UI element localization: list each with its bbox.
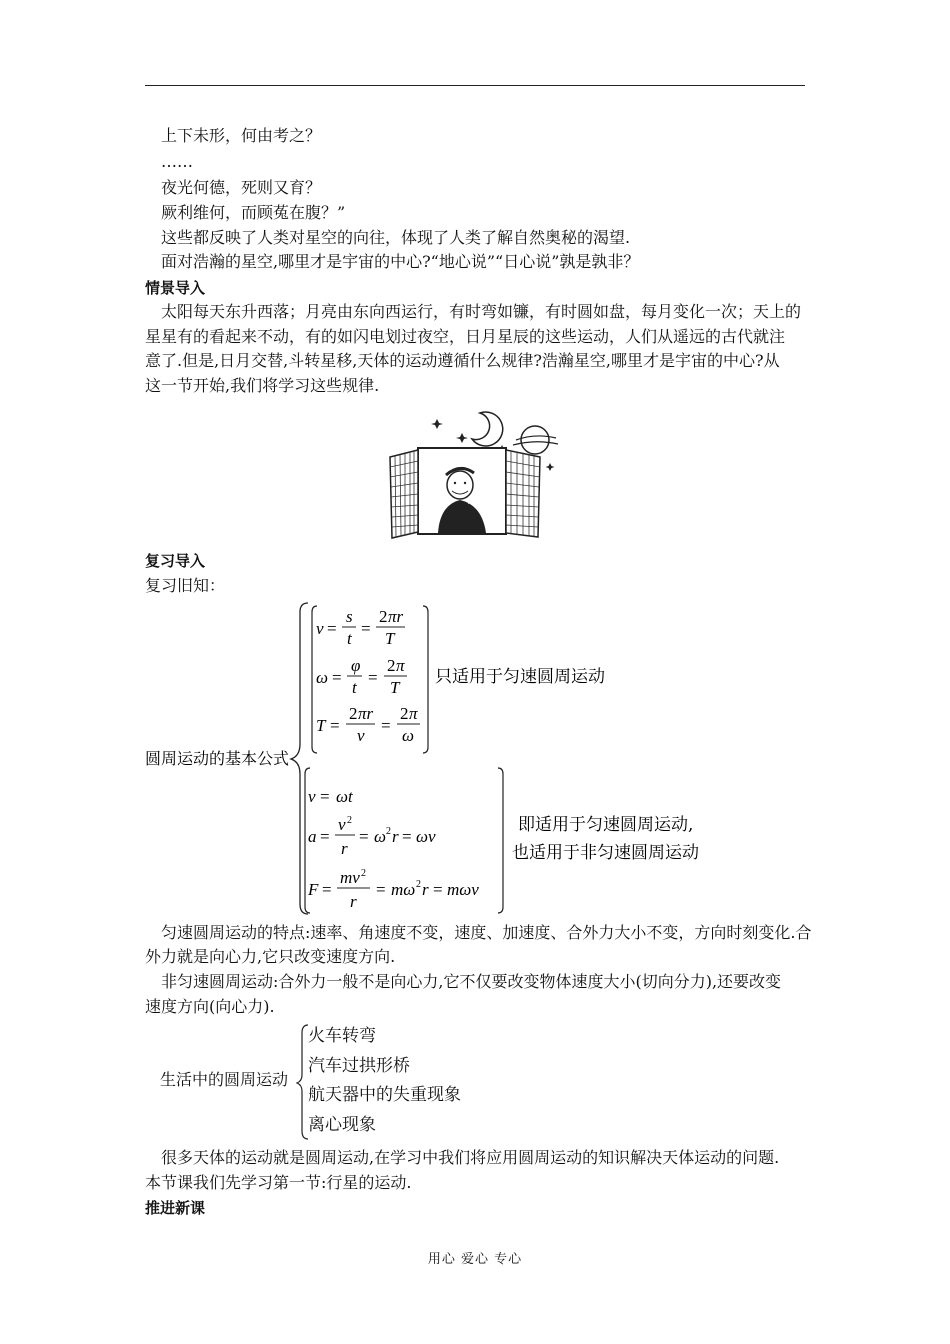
svg-text:=: = bbox=[359, 827, 369, 846]
uniform-note: 只适用于匀速圆周运动 bbox=[435, 667, 605, 687]
svg-text:v: v bbox=[308, 787, 316, 806]
poem-line: 夜光何德，死则又育？ bbox=[161, 178, 322, 197]
svg-text:r: r bbox=[341, 839, 348, 858]
paragraph-line: 匀速圆周运动的特点:速率、角速度不变，速度、加速度、合外力大小不变，方向时刻变化.合 bbox=[161, 923, 812, 942]
svg-text:v: v bbox=[357, 726, 365, 745]
svg-text:ωt: ωt bbox=[336, 787, 353, 806]
paragraph-line: 本节课我们先学习第一节:行星的运动. bbox=[145, 1173, 412, 1192]
life-item: 航天器中的失重现象 bbox=[308, 1085, 461, 1105]
svg-text:=: = bbox=[322, 880, 332, 899]
svg-text:=: = bbox=[433, 880, 443, 899]
svg-text:2: 2 bbox=[349, 704, 358, 723]
svg-text:πr: πr bbox=[358, 704, 374, 723]
paragraph-line: 意了.但是,日月交替,斗转星移,天体的运动遵循什么规律?浩瀚星空,哪里才是宇宙的中心?从 bbox=[145, 351, 780, 370]
paragraph-line: 星星有的看起来不动，有的如闪电划过夜空，日月星辰的这些运动，人们从遥远的古代就注 bbox=[145, 327, 786, 346]
life-item: 离心现象 bbox=[308, 1115, 376, 1135]
intro-line: 面对浩瀚的星空,哪里才是宇宙的中心?“地心说”“日心说”孰是孰非？ bbox=[161, 252, 640, 271]
svg-text:2: 2 bbox=[379, 607, 388, 626]
svg-text:=: = bbox=[320, 827, 330, 846]
page-footer: 用心 爱心 专心 bbox=[427, 1252, 523, 1267]
svg-text:r: r bbox=[422, 880, 429, 899]
svg-text:π: π bbox=[396, 656, 405, 675]
svg-text:2: 2 bbox=[387, 656, 396, 675]
svg-text:T: T bbox=[385, 629, 395, 648]
section-heading-new-lesson: 推进新课 bbox=[145, 1199, 206, 1217]
svg-text:2: 2 bbox=[361, 868, 366, 879]
svg-text:2: 2 bbox=[347, 815, 352, 826]
life-item: 火车转弯 bbox=[308, 1026, 376, 1046]
svg-text:ω: ω bbox=[374, 827, 387, 846]
svg-text:φ: φ bbox=[351, 656, 361, 675]
intro-line: 这些都反映了人类对星空的向往，体现了人类了解自然奥秘的渴望. bbox=[161, 228, 631, 247]
paragraph-line: 速度方向(向心力). bbox=[145, 997, 275, 1016]
svg-text:s: s bbox=[346, 607, 353, 626]
svg-text:2: 2 bbox=[400, 704, 409, 723]
general-note-2: 也适用于非匀速圆周运动 bbox=[512, 843, 699, 863]
paragraph-line: 很多天体的运动就是圆周运动,在学习中我们将应用圆周运动的知识解决天体运动的问题. bbox=[161, 1148, 780, 1167]
svg-text:=: = bbox=[402, 827, 412, 846]
svg-text:=: = bbox=[330, 716, 340, 735]
poem-line: 上下未形，何由考之？ bbox=[161, 126, 322, 145]
svg-text:a: a bbox=[308, 827, 317, 846]
paragraph-line: 外力就是向心力,它只改变速度方向. bbox=[145, 947, 396, 966]
paragraph-line: 非匀速圆周运动:合外力一般不是向心力,它不仅要改变物体速度大小(切向分力),还要改变 bbox=[161, 972, 782, 991]
svg-text:=: = bbox=[327, 619, 337, 638]
svg-text:ω: ω bbox=[316, 668, 329, 687]
svg-text:mωv: mωv bbox=[447, 880, 479, 899]
svg-text:=: = bbox=[368, 668, 378, 687]
svg-text:πr: πr bbox=[388, 607, 404, 626]
review-subtitle: 复习旧知： bbox=[145, 576, 226, 595]
svg-text:r: r bbox=[350, 892, 357, 911]
poem-line: …… bbox=[161, 152, 193, 171]
svg-text:=: = bbox=[320, 787, 330, 806]
svg-text:mω: mω bbox=[391, 880, 416, 899]
window-moon-illustration bbox=[380, 405, 570, 540]
section-heading-scene: 情景导入 bbox=[145, 279, 206, 297]
svg-text:t: t bbox=[352, 678, 357, 697]
svg-text:2: 2 bbox=[416, 879, 421, 890]
svg-text:mv: mv bbox=[340, 868, 360, 887]
header-rule bbox=[145, 85, 805, 86]
svg-text:2: 2 bbox=[386, 826, 391, 837]
section-heading-review: 复习导入 bbox=[145, 552, 206, 570]
svg-text:=: = bbox=[381, 716, 391, 735]
svg-text:π: π bbox=[409, 704, 418, 723]
svg-text:T: T bbox=[390, 678, 400, 697]
formula-label: 圆周运动的基本公式 bbox=[145, 749, 290, 768]
svg-text:v: v bbox=[316, 619, 324, 638]
svg-text:T: T bbox=[316, 716, 326, 735]
paragraph-line: 这一节开始,我们将学习这些规律. bbox=[145, 376, 380, 395]
paragraph-line: 太阳每天东升西落；月亮由东向西运行，有时弯如镰，有时圆如盘，每月变化一次；天上的 bbox=[161, 302, 802, 321]
svg-text:ωv: ωv bbox=[416, 827, 436, 846]
poem-line: 厥利维何，而顾菟在腹？” bbox=[161, 203, 346, 222]
svg-text:v: v bbox=[338, 815, 346, 834]
svg-text:F: F bbox=[308, 880, 319, 899]
svg-text:r: r bbox=[392, 827, 399, 846]
svg-text:=: = bbox=[376, 880, 386, 899]
life-item: 汽车过拱形桥 bbox=[308, 1056, 410, 1076]
formula-block bbox=[140, 598, 780, 920]
svg-text:=: = bbox=[361, 619, 371, 638]
life-label: 生活中的圆周运动 bbox=[160, 1070, 289, 1089]
svg-text:=: = bbox=[332, 668, 342, 687]
svg-text:ω: ω bbox=[402, 726, 415, 745]
general-note-1: 即适用于匀速圆周运动, bbox=[518, 815, 694, 835]
svg-text:t: t bbox=[347, 629, 352, 648]
